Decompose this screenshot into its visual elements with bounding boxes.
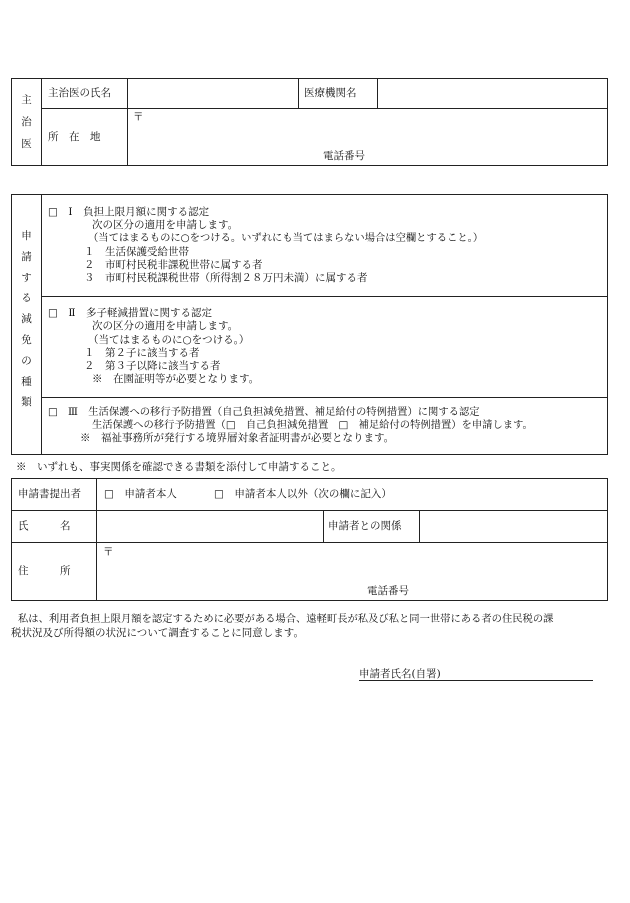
doctor-phone-label: 電話番号	[323, 150, 365, 162]
section2-line: （当てはまるものに○をつける。）	[88, 334, 250, 346]
section3-line[interactable]: 生活保護への移行予防措置（□ 自己負担減免措置 □ 補足給付の特例措置）を申請します。	[92, 419, 533, 431]
divider	[96, 478, 97, 601]
section1-line: 次の区分の適用を申請します。	[92, 219, 239, 231]
relation-label: 申請者との関係	[328, 520, 402, 532]
section3-note: ※ 福祉事務所が発行する境界層対象者証明書が必要となります。	[80, 432, 395, 444]
section2-option[interactable]: ２ 第３子以降に該当する者	[84, 360, 221, 372]
applicant-postal-mark: 〒	[103, 546, 114, 558]
divider	[323, 510, 324, 542]
divider	[41, 194, 42, 455]
section3-title[interactable]: □ Ⅲ 生活保護への移行予防措置（自己負担減免措置、補足給付の特例措置）に関する認定	[48, 406, 480, 418]
doctor-side-label: 主 治 医	[21, 94, 32, 150]
divider	[11, 542, 608, 543]
applicant-name-label: 氏 名	[18, 520, 71, 532]
section1-option[interactable]: １ 生活保護受給世帯	[84, 246, 189, 258]
section2-title[interactable]: □ Ⅱ 多子軽減措置に関する認定	[48, 307, 213, 319]
submitter-label: 申請書提出者	[18, 488, 81, 500]
signature-label: 申請者氏名(自署)	[359, 668, 441, 680]
applicant-address-label: 住 所	[18, 565, 71, 577]
applicant-phone-label: 電話番号	[367, 585, 409, 597]
divider	[419, 510, 420, 542]
consent-line-1: 私は、利用者負担上限月額を認定するために必要がある場合、遠軽町長が私及び私と同一世帯にある者の住民税の課	[18, 613, 554, 625]
attachment-note: ※ いずれも、事実関係を確認できる書類を添付して申請すること。	[16, 461, 342, 473]
doctor-address-label: 所 在 地	[48, 131, 101, 143]
section1-option[interactable]: ３ 市町村民税課税世帯（所得割２８万円未満）に属する者	[84, 272, 368, 284]
institution-label: 医療機関名	[304, 87, 357, 99]
section2-note: ※ 在園証明等が必要となります。	[92, 373, 260, 385]
section2-option[interactable]: １ 第２子に該当する者	[84, 347, 200, 359]
divider	[41, 78, 42, 166]
divider	[11, 510, 608, 511]
divider	[41, 108, 608, 109]
section1-option[interactable]: ２ 市町村民税非課税世帯に属する者	[84, 259, 263, 271]
reduction-side-label: 申 請 す る 減 免 の 種 類	[21, 230, 32, 409]
section1-title[interactable]: □ Ⅰ 負担上限月額に関する認定	[48, 206, 210, 218]
divider	[41, 397, 608, 398]
doctor-name-label: 主治医の氏名	[48, 87, 111, 99]
postal-mark: 〒	[133, 111, 144, 123]
divider	[41, 296, 608, 297]
divider	[377, 78, 378, 108]
consent-line-2: 税状況及び所得額の状況について調査することに同意します。	[11, 627, 304, 639]
option-self-checkbox[interactable]: □ 申請者本人	[104, 488, 177, 500]
section1-line: （当てはまるものに○をつける。いずれにも当てはまらない場合は空欄とすること。）	[88, 232, 484, 244]
option-other-checkbox[interactable]: □ 申請者本人以外（次の欄に記入）	[214, 488, 392, 500]
signature-line[interactable]	[359, 680, 593, 681]
divider	[298, 78, 299, 108]
section2-line: 次の区分の適用を申請します。	[92, 320, 239, 332]
divider	[127, 78, 128, 166]
